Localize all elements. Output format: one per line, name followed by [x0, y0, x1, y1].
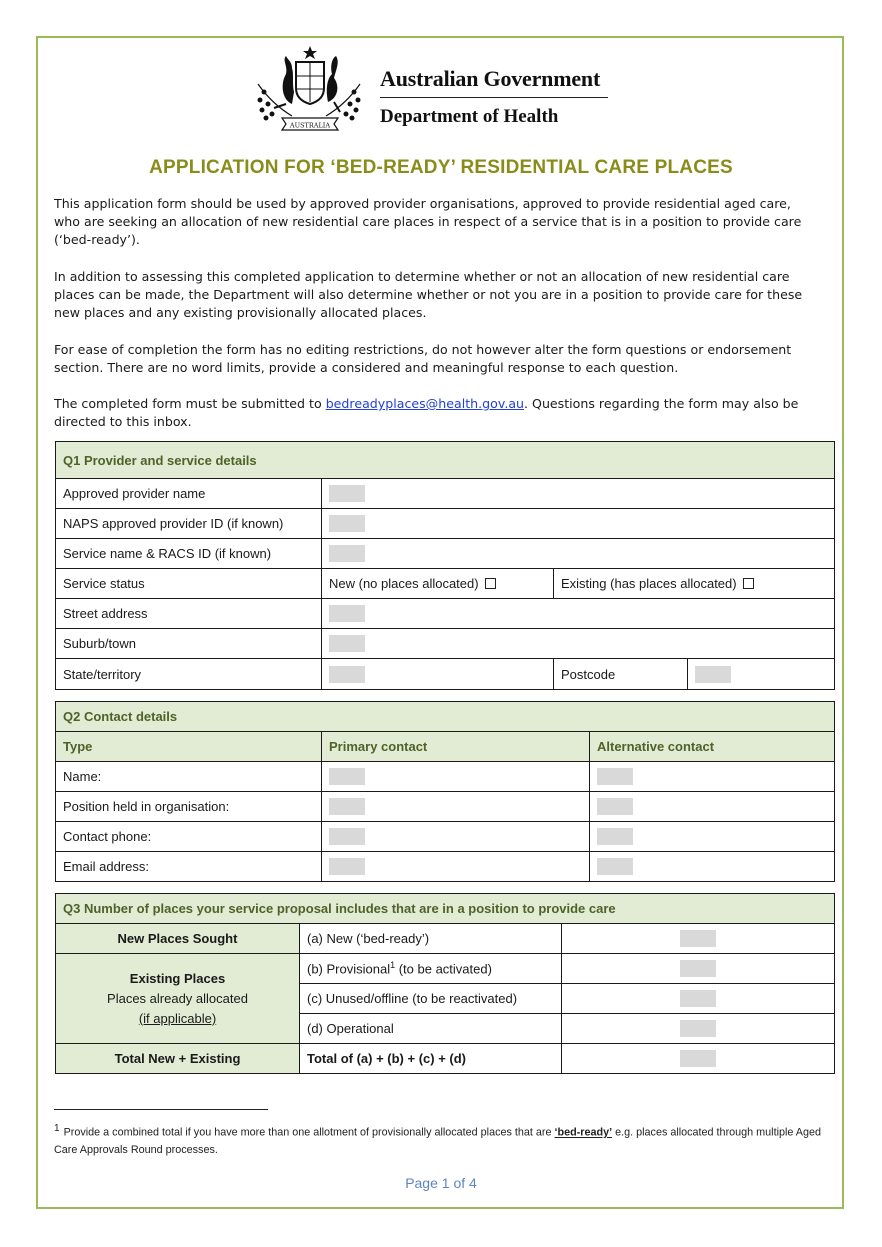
alternative-phone-input[interactable] — [597, 828, 633, 845]
total-formula: Total of (a) + (b) + (c) + (d) — [300, 1044, 562, 1074]
new-a-input[interactable] — [680, 930, 716, 947]
new-places-label: New Places Sought — [56, 924, 300, 954]
state-input[interactable] — [329, 666, 365, 683]
intro-paragraph-3: For ease of completion the form has no editing restrictions, do not however alter the form questions or endorsement section. There are no word limits, provide a considered and meaningful response to each question. — [54, 342, 792, 375]
submit-text: The completed form must be submitted to — [54, 396, 326, 411]
department-title: Department of Health — [380, 106, 559, 127]
unused-c-label: (c) Unused/offline (to be reactivated) — [300, 984, 562, 1014]
alternative-email-input[interactable] — [597, 858, 633, 875]
status-existing-label: Existing (has places allocated) — [561, 576, 737, 591]
alternative-name-input[interactable] — [597, 768, 633, 785]
provisional-b-input[interactable] — [680, 960, 716, 977]
phone-label: Contact phone: — [56, 822, 322, 852]
provisional-b-text: (b) Provisional — [307, 961, 391, 977]
approved-provider-name-label: Approved provider name — [56, 479, 322, 509]
header-divider — [380, 97, 608, 98]
footnote-number: 1 — [54, 1123, 60, 1134]
q2-alternative-header: Alternative contact — [590, 732, 835, 762]
primary-position-input[interactable] — [329, 798, 365, 815]
postcode-label: Postcode — [554, 659, 688, 690]
total-label: Total New + Existing — [56, 1044, 300, 1074]
naps-id-label: NAPS approved provider ID (if known) — [56, 509, 322, 539]
provisional-b-label — [300, 954, 562, 984]
existing-places-cell — [56, 954, 300, 1044]
q2-heading: Q2 Contact details — [56, 702, 835, 732]
footnote — [54, 1120, 824, 1159]
email-label: Email address: — [56, 852, 322, 882]
existing-places-subtitle: Places already allocated — [107, 990, 248, 1006]
service-name-input[interactable] — [329, 545, 365, 562]
q2-table — [55, 701, 835, 882]
suburb-label: Suburb/town — [56, 629, 322, 659]
street-address-input[interactable] — [329, 605, 365, 622]
header — [252, 44, 612, 136]
status-new-label: New (no places allocated) — [329, 576, 479, 591]
intro-paragraph-4 — [54, 395, 814, 431]
inbox-text: . Questions regarding the form may also be directed to this inbox. — [54, 396, 799, 429]
primary-name-input[interactable] — [329, 768, 365, 785]
government-title: Australian Government — [380, 66, 601, 91]
unused-c-input[interactable] — [680, 990, 716, 1007]
primary-email-input[interactable] — [329, 858, 365, 875]
intro-paragraph-1: This application form should be used by approved provider organisations, approved to provide residential aged care, who are seeking an allocation of new residential care places in respect of a service that is in a position to provide care (‘bed-ready’). — [54, 196, 802, 247]
q2-primary-header: Primary contact — [322, 732, 590, 762]
intro-paragraph-2: In addition to assessing this completed application to determine whether or not an allocation of new residential care places can be made, the Department will also determine whether or not you are in a position to provide care for these new places and any existing provisionally allocated places. — [54, 269, 803, 320]
footnote-ref: 1 — [390, 960, 396, 971]
total-input[interactable] — [680, 1050, 716, 1067]
provisional-b-rest: (to be activated) — [395, 961, 492, 977]
service-status-label: Service status — [56, 569, 322, 599]
q2-type-header: Type — [56, 732, 322, 762]
street-address-label: Street address — [56, 599, 322, 629]
status-new-option[interactable] — [322, 569, 554, 599]
status-new-checkbox[interactable] — [485, 578, 496, 589]
existing-places-note: (if applicable) — [138, 1010, 217, 1026]
status-existing-option[interactable] — [554, 569, 835, 599]
suburb-input[interactable] — [329, 635, 365, 652]
position-label: Position held in organisation: — [56, 792, 322, 822]
page-number: Page 1 of 4 — [405, 1175, 477, 1191]
contact-name-label: Name: — [56, 762, 322, 792]
email-link[interactable]: bedreadyplaces@health.gov.au — [325, 396, 525, 411]
q1-table — [55, 441, 835, 690]
approved-provider-name-input[interactable] — [329, 485, 365, 502]
footnote-emphasis: ‘bed-ready’ — [554, 1126, 613, 1139]
primary-phone-input[interactable] — [329, 828, 365, 845]
document-title: APPLICATION FOR ‘BED-READY’ RESIDENTIAL CARE PLACES — [149, 157, 733, 178]
footnote-text: Provide a combined total if you have more than one allotment of provisionally allocated places that are — [63, 1126, 555, 1139]
status-existing-checkbox[interactable] — [743, 578, 754, 589]
state-label: State/territory — [56, 659, 322, 690]
crest-banner-text: AUSTRALIA — [289, 121, 331, 130]
q3-table — [55, 893, 835, 1074]
alternative-position-input[interactable] — [597, 798, 633, 815]
footnote-text-end: e.g. places allocated through multiple Aged Care Approvals Round processes. — [54, 1126, 822, 1156]
operational-d-label: (d) Operational — [300, 1014, 562, 1044]
q3-heading: Q3 Number of places your service proposal includes that are in a position to provide care — [56, 894, 835, 924]
operational-d-input[interactable] — [680, 1020, 716, 1037]
footnote-divider — [54, 1109, 268, 1110]
q1-heading: Q1 Provider and service details — [56, 442, 835, 479]
coat-of-arms-logo — [252, 44, 366, 132]
postcode-input[interactable] — [695, 666, 731, 683]
existing-places-title: Existing Places — [129, 970, 226, 986]
naps-id-input[interactable] — [329, 515, 365, 532]
service-name-label: Service name & RACS ID (if known) — [56, 539, 322, 569]
new-a-label: (a) New (‘bed-ready’) — [300, 924, 562, 954]
